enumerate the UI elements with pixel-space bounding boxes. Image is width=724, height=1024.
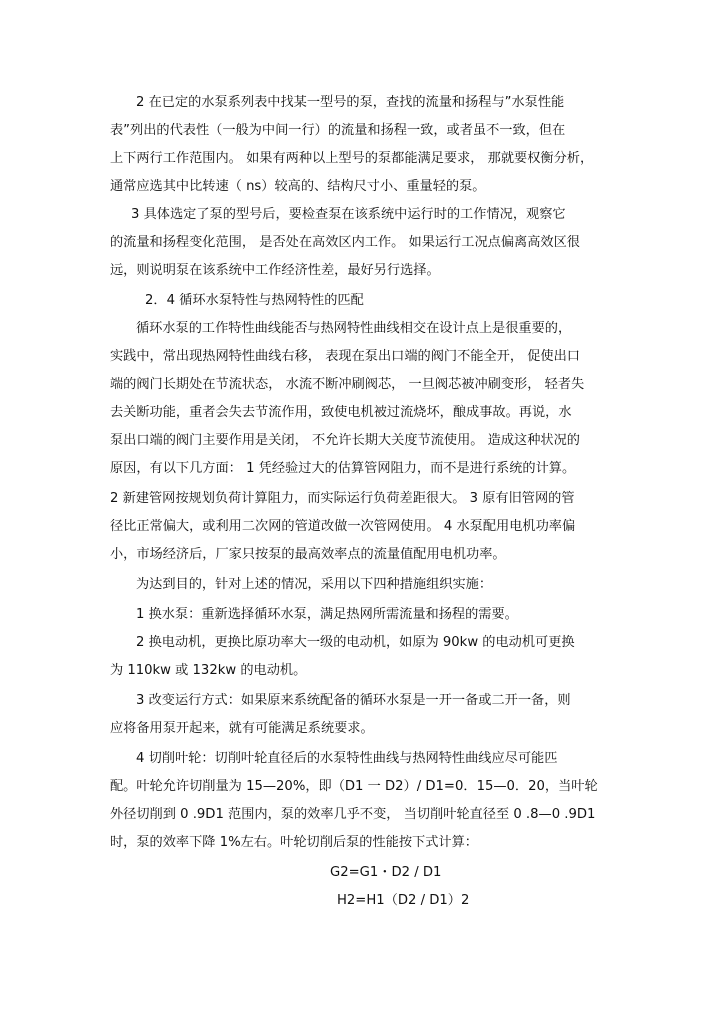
text-line: 实践中，常出现热网特性曲线右移， 表现在泵出口端的阀门不能全开， 促使出口: [110, 349, 580, 364]
text-line: 表”列出的代表性（一般为中间一行）的流量和扬程一致，或者虽不一致，但在: [110, 123, 566, 138]
equation: G2=G1・D2 / D1: [330, 865, 442, 880]
text-line: 去关断功能，重者会失去节流作用，致使电机被过流烧坏，酿成事故。再说，水: [110, 405, 572, 420]
text-line: 2 新建管网按规划负荷计算阻力，而实际运行负荷差距很大。 3 原有旧管网的管: [110, 491, 575, 506]
text-line: 时，泵的效率下降 1%左右。叶轮切削后泵的性能按下式计算：: [110, 835, 478, 850]
list-item: 2 换电动机，更换比原功率大一级的电动机，如原为 90kw 的电动机可更换: [136, 635, 575, 650]
text-line: 泵出口端的阀门主要作用是关闭， 不允许长期大关度节流使用。 造成这种状况的: [110, 433, 580, 448]
text-line: 径比正常偏大，或利用二次网的管道改做一次管网使用。 4 水泵配用电机功率偏: [110, 519, 576, 534]
text-line: 为达到目的，针对上述的情况，采用以下四种措施组织实施：: [136, 577, 493, 592]
text-line: 上下两行工作范围内。 如果有两种以上型号的泵都能满足要求， 那就要权衡分析，: [110, 151, 594, 166]
text-line: 外径切削到 0 .9D1 范围内，泵的效率几乎不变， 当切削叶轮直径至 0 .8—0 .9D1: [110, 807, 596, 822]
text-line: 端的阀门长期处在节流状态， 水流不断冲刷阀芯， 一旦阀芯被冲刷变形， 轻者失: [110, 377, 585, 392]
text-line: 3 具体选定了泵的型号后，要检查泵在该系统中运行时的工作情况，观察它: [131, 207, 566, 222]
list-item: 4 切削叶轮：切削叶轮直径后的水泵特性曲线与热网特性曲线应尽可能匹: [136, 751, 558, 766]
text-line: 通常应选其中比转速（ ns）较高的、结构尺寸小、重量轻的泵。: [110, 179, 486, 194]
list-item: 3 改变运行方式：如果原来系统配备的循环水泵是一开一备或二开一备，则: [136, 693, 571, 708]
text-line: 配。叶轮允许切削量为 15—20%，即（D1 一 D2）/ D1=0．15—0．20，当叶轮: [110, 779, 598, 794]
text-line: 原因，有以下几方面： 1 凭经验过大的估算管网阻力，而不是进行系统的计算。: [110, 461, 576, 476]
text-line: 为 110kw 或 132kw 的电动机。: [110, 663, 307, 678]
text-line: 远，则说明泵在该系统中工作经济性差，最好另行选择。: [110, 263, 440, 278]
list-item: 1 换水泵：重新选择循环水泵，满足热网所需流量和扬程的需要。: [136, 607, 518, 622]
text-line: 循环水泵的工作特性曲线能否与热网特性曲线相交在设计点上是很重要的，: [136, 321, 572, 336]
text-line: 2 在已定的水泵系列表中找某一型号的泵，查找的流量和扬程与”水泵性能: [136, 95, 565, 110]
equation: H2=H1（D2 / D1）2: [337, 893, 470, 908]
text-line: 的流量和扬程变化范围， 是否处在高效区内工作。 如果运行工况点偏离高效区很: [110, 235, 580, 250]
text-line: 小，市场经济后，厂家只按泵的最高效率点的流量值配用电机功率。: [110, 547, 506, 562]
section-heading: 2．4 循环水泵特性与热网特性的匹配: [145, 293, 364, 308]
text-line: 应将备用泵开起来，就有可能满足系统要求。: [110, 721, 374, 736]
